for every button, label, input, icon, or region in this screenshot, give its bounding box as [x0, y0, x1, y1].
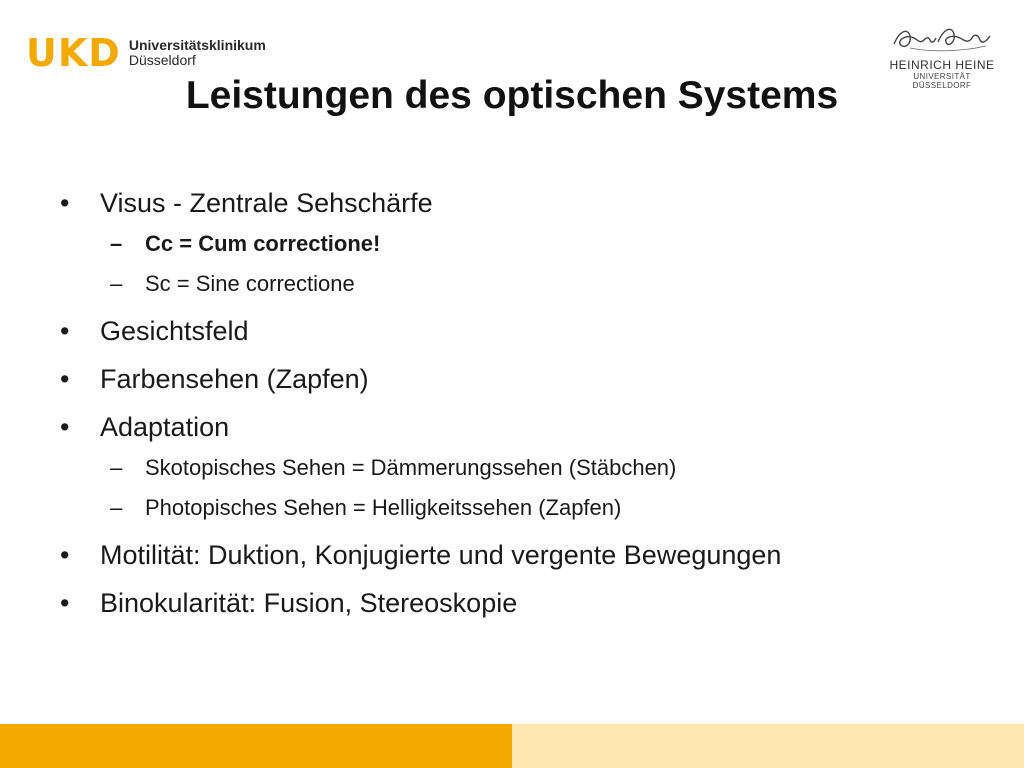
- list-item: [60, 186, 984, 220]
- sub-list-item-text: Photopisches Sehen = Helligkeitssehen (Zapfen): [145, 495, 622, 520]
- dash-marker: –: [110, 271, 123, 296]
- heinrich-heine-name: HEINRICH HEINE: [889, 58, 995, 72]
- footer-bar-accent: [0, 724, 512, 768]
- ukd-logo-line1: Universitätsklinikum: [128, 37, 266, 53]
- footer-bar-light: [512, 724, 1024, 768]
- sub-list-item-text: Skotopisches Sehen = Dämmerungssehen (Stäbchen): [145, 455, 677, 480]
- list-item-text: Adaptation: [100, 412, 230, 442]
- bullet-marker: •: [60, 412, 70, 442]
- bullet-marker: •: [60, 316, 70, 346]
- bullet-marker: •: [60, 588, 70, 618]
- ukd-logo-line2: Düsseldorf: [128, 52, 196, 68]
- list-item: [60, 314, 984, 348]
- heinrich-heine-university: UNIVERSITÄT DÜSSELDORF: [912, 72, 972, 90]
- list-item: [60, 538, 984, 572]
- ukd-logo: [26, 31, 266, 75]
- slide-title: Leistungen des optischen Systems: [185, 74, 839, 117]
- heinrich-heine-signature-icon: [890, 22, 994, 56]
- bullet-marker: •: [60, 540, 70, 570]
- bullet-marker: •: [60, 188, 70, 218]
- sub-list-item-text: Sc = Sine correctione: [145, 271, 355, 296]
- ukd-logo-text: [129, 38, 266, 68]
- sub-list-item: [60, 230, 984, 258]
- ukd-logo-mark: UKD: [26, 31, 121, 75]
- sub-list-item-text: Cc = Cum correctione!: [145, 231, 381, 256]
- dash-marker: –: [110, 455, 123, 480]
- list-item-text: Binokularität: Fusion, Stereoskopie: [100, 588, 518, 618]
- bullet-marker: •: [60, 364, 70, 394]
- list-item: [60, 410, 984, 444]
- list-item: [60, 362, 984, 396]
- list-item-text: Farbensehen (Zapfen): [100, 364, 369, 394]
- list-item-text: Motilität: Duktion, Konjugierte und vergente Bewegungen: [100, 540, 782, 570]
- list-item-text: Gesichtsfeld: [100, 316, 249, 346]
- sub-list-item: [60, 270, 984, 298]
- dash-marker: –: [110, 231, 123, 256]
- list-item: [60, 586, 984, 620]
- dash-marker: –: [110, 495, 123, 520]
- bullet-list: [60, 186, 984, 634]
- list-item-text: Visus - Zentrale Sehschärfe: [100, 188, 433, 218]
- sub-list-item: [60, 454, 984, 482]
- sub-list-item: [60, 494, 984, 522]
